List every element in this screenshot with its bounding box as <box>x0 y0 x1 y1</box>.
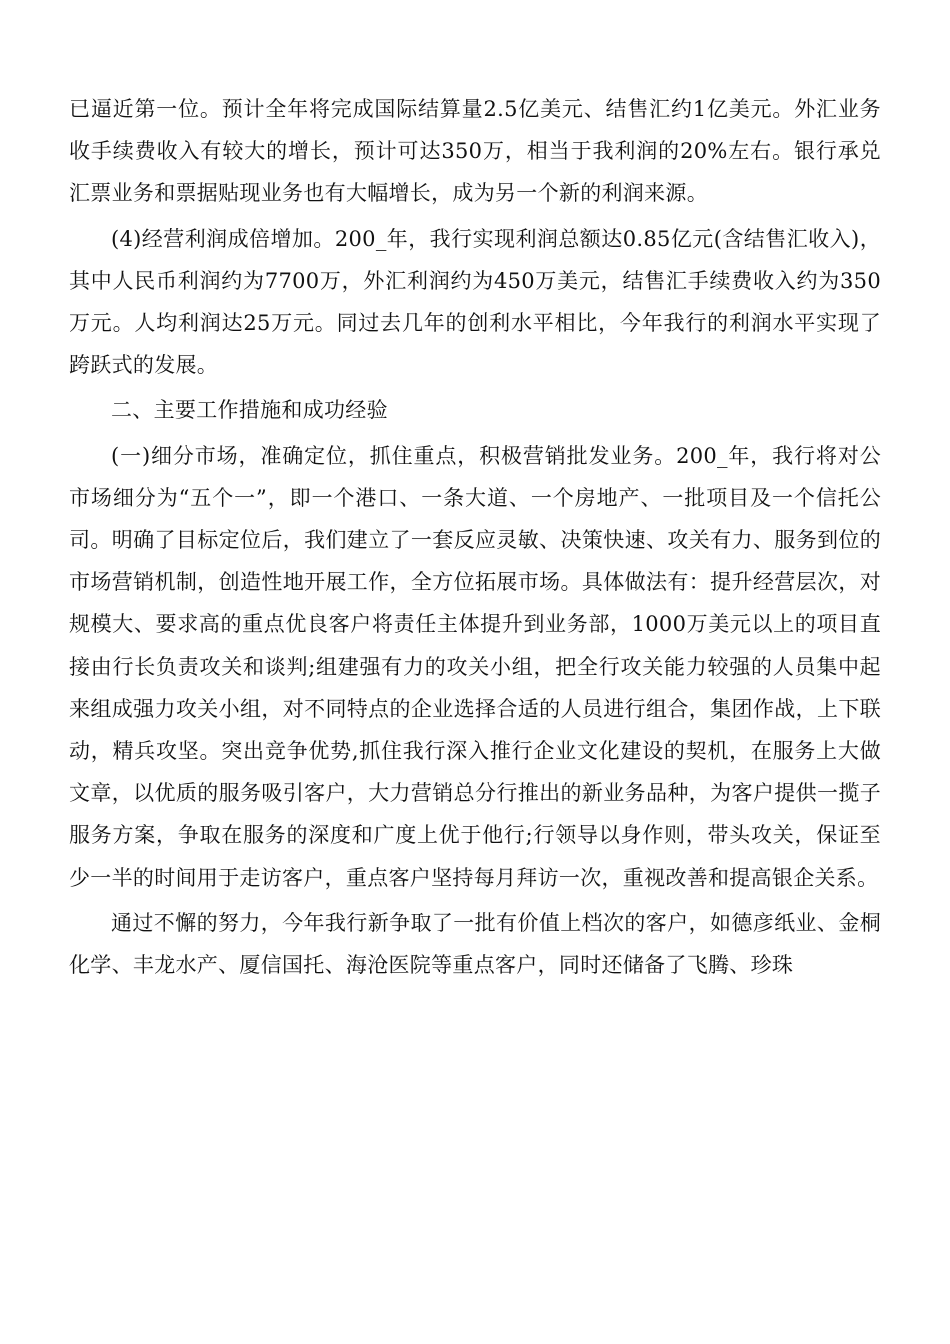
document-body <box>69 88 881 986</box>
paragraph-operating-profit: (4)经营利润成倍增加。200_年，我行实现利润总额达0.85亿元(含结售汇收入)，其中人民币利润约为7700万，外汇利润约为450万美元，结售汇手续费收入约为350万元。人均利润达25万元。同过去几年的创利水平相比，今年我行的利润水平实现了跨跃式的发展。 <box>69 226 881 378</box>
paragraph-foreign-exchange-business: 已逼近第一位。预计全年将完成国际结算量2.5亿美元、结售汇约1亿美元。外汇业务收手续费收入有较大的增长，预计可达350万，相当于我利润的20%左右。银行承兑汇票业务和票据贴现业务也有大幅增长，成为另一个新的利润来源。 <box>69 97 881 206</box>
section-heading-main-measures: 二、主要工作措施和成功经验 <box>111 398 388 423</box>
paragraph-market-segmentation: (一)细分市场，准确定位，抓住重点，积极营销批发业务。200_年，我行将对公市场细分为“五个一”，即一个港口、一条大道、一个房地产、一批项目及一个信托公司。明确了目标定位后，我们建立了一套反应灵敏、决策快速、攻关有力、服务到位的市场营销机制，创造性地开展工作，全方位拓展市场。具体做法有：提升经营层次，对规模大、要求高的重点优良客户将责任主体提升到业务部，1000万美元以上的项目直接由行长负责攻关和谈判;组建强有力的攻关小组，把全行攻关能力较强的人员集中起来组成强力攻关小组，对不同特点的企业选择合适的人员进行组合，集团作战，上下联动，精兵攻坚。突出竞争优势,抓住我行深入推行企业文化建设的契机，在服务上大做文章，以优质的服务吸引客户，大力营销总分行推出的新业务品种，为客户提供一揽子服务方案，争取在服务的深度和广度上优于他行;行领导以身作则，带头攻关，保证至少一半的时间用于走访客户，重点客户坚持每月拜访一次，重视改善和提高银企关系。 <box>69 443 881 890</box>
paragraph-new-clients: 通过不懈的努力，今年我行新争取了一批有价值上档次的客户，如德彦纸业、金桐化学、丰龙水产、厦信国托、海沧医院等重点客户，同时还储备了飞腾、珍珠 <box>69 910 881 978</box>
